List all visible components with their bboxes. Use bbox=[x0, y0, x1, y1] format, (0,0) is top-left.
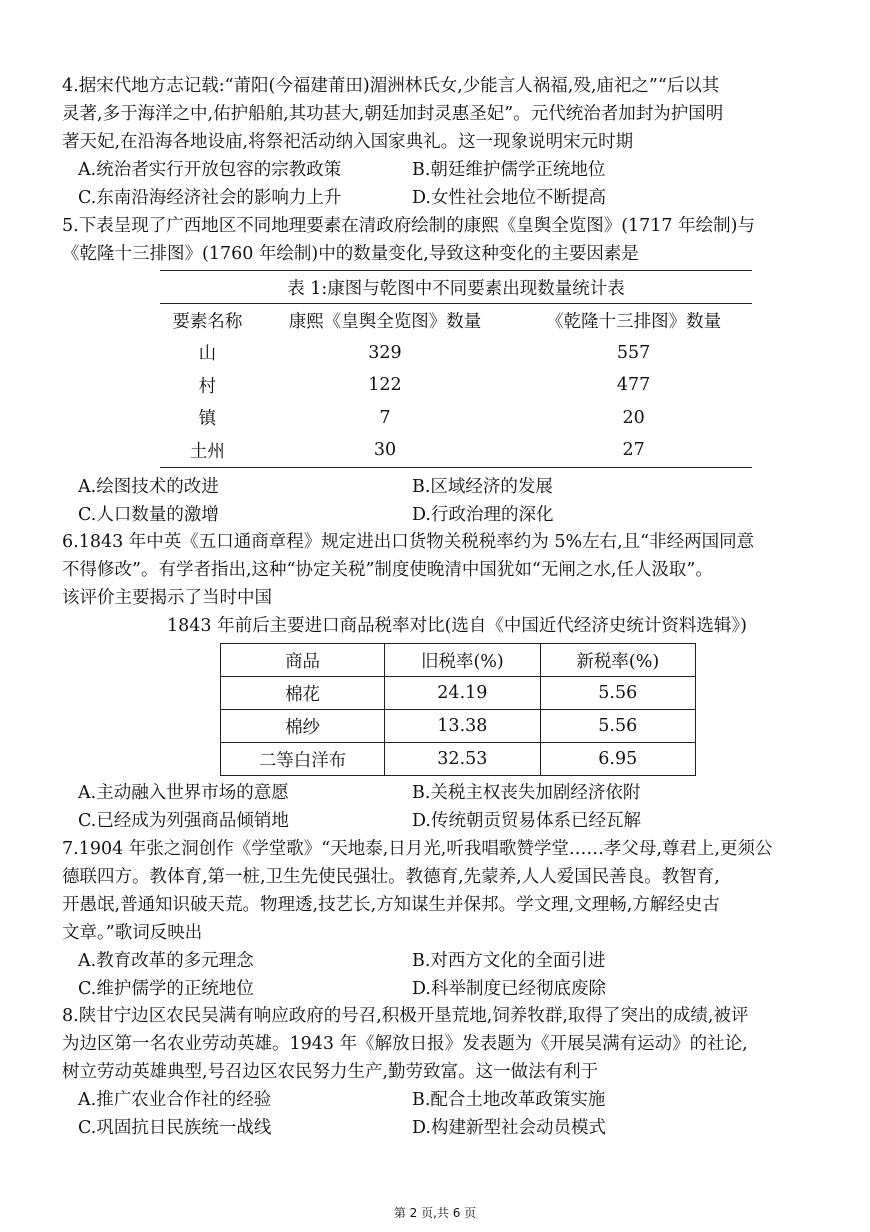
q5-option-d[interactable]: D.行政治理的深化 bbox=[412, 505, 554, 525]
table-cell: 6.95 bbox=[540, 743, 695, 776]
q6-stem-line: 不得修改”。有学者指出,这种“协定关税”制度使晚清中国犹如“无闸之水,任人汲取”。 bbox=[62, 560, 713, 580]
question-4 bbox=[62, 72, 852, 212]
q8-stem-line: 为边区第一名农业劳动英雄。1943 年《解放日报》发表题为《开展吴满有运动》的社论, bbox=[62, 1034, 748, 1054]
table-row bbox=[160, 434, 752, 467]
question-5 bbox=[62, 212, 852, 268]
page-number-footer: 第 2 页,共 6 页 bbox=[393, 1206, 477, 1220]
q7-option-d[interactable]: D.科举制度已经彻底废除 bbox=[412, 979, 606, 999]
q6-table-header: 旧税率(%) bbox=[385, 644, 540, 677]
q7-options-row bbox=[62, 947, 852, 975]
q5-table-header: 康熙《皇舆全览图》数量 bbox=[288, 311, 482, 332]
q6-stem-line: 6.1843 年中英《五口通商章程》规定进出口货物关税税率约为 5%左右,且“非经两国同意 bbox=[62, 532, 755, 552]
q7-stem-line: 7.1904 年张之洞创作《学堂歌》“天地泰,日月光,听我唱歌赞学堂……孝父母,尊君上,更须公 bbox=[62, 839, 773, 859]
table-row bbox=[160, 402, 752, 435]
table-cell: 30 bbox=[255, 434, 515, 467]
table-header-row bbox=[221, 644, 696, 677]
q4-options-row bbox=[62, 156, 852, 184]
table-cell: 32.53 bbox=[385, 743, 540, 776]
table-cell: 477 bbox=[616, 375, 651, 396]
q5-option-c[interactable]: C.人口数量的激增 bbox=[78, 505, 219, 525]
q4-option-c[interactable]: C.东南沿海经济社会的影响力上升 bbox=[78, 188, 342, 208]
table-cell: 13.38 bbox=[385, 710, 540, 743]
table-row bbox=[160, 369, 752, 402]
table-cell: 20 bbox=[622, 407, 645, 428]
q4-option-a[interactable]: A.统治者实行开放包容的宗教政策 bbox=[78, 160, 342, 180]
q4-options-row bbox=[62, 184, 852, 212]
q4-option-b[interactable]: B.朝廷维护儒学正统地位 bbox=[412, 160, 606, 180]
table-row bbox=[221, 677, 696, 710]
q6-option-a[interactable]: A.主动融入世界市场的意愿 bbox=[78, 783, 289, 803]
q5-table-header: 要素名称 bbox=[172, 311, 243, 332]
table-row bbox=[221, 710, 696, 743]
table-cell: 7 bbox=[379, 407, 391, 428]
q6-table-caption: 1843 年前后主要进口商品税率对比(选自《中国近代经济史统计资料选辑》) bbox=[166, 616, 747, 636]
table-cell: 557 bbox=[616, 342, 651, 363]
q7-option-b[interactable]: B.对西方文化的全面引进 bbox=[412, 951, 606, 971]
q7-option-c[interactable]: C.维护儒学的正统地位 bbox=[78, 979, 254, 999]
table-row bbox=[221, 743, 696, 776]
q4-stem-line: 著天妃,在沿海各地设庙,将祭祀活动纳入国家典礼。这一现象说明宋元时期 bbox=[62, 132, 634, 152]
q5-table-caption: 表 1:康图与乾图中不同要素出现数量统计表 bbox=[160, 271, 752, 304]
q5-option-b[interactable]: B.区域经济的发展 bbox=[412, 477, 553, 497]
table-cell: 27 bbox=[515, 434, 752, 467]
table-cell: 二等白洋布 bbox=[221, 743, 385, 776]
q6-options-row bbox=[62, 807, 852, 835]
q4-stem-line: 4.据宋代地方志记载:“莆阳(今福建莆田)湄洲林氏女,少能言人祸福,殁,庙祀之”“后以其 bbox=[62, 76, 720, 96]
table-cell: 122 bbox=[368, 375, 402, 396]
q8-stem-line: 8.陕甘宁边区农民吴满有响应政府的号召,积极开垦荒地,饲养牧群,取得了突出的成绩,被评 bbox=[62, 1006, 749, 1026]
table-cell: 24.19 bbox=[385, 677, 540, 710]
q6-option-b[interactable]: B.关税主权丧失加剧经济依附 bbox=[412, 783, 641, 803]
q7-stem-line: 文章。”歌词反映出 bbox=[62, 923, 203, 943]
q4-stem-line: 灵著,多于海洋之中,佑护船舶,其功甚大,朝廷加封灵惠圣妃”。元代统治者加封为护国明 bbox=[62, 104, 724, 124]
q7-option-a[interactable]: A.教育改革的多元理念 bbox=[78, 951, 254, 971]
q8-options-row bbox=[62, 1114, 852, 1142]
q5-stem-line: 《乾隆十三排图》(1760 年绘制)中的数量变化,导致这种变化的主要因素是 bbox=[62, 244, 639, 264]
q5-option-a[interactable]: A.绘图技术的改进 bbox=[78, 477, 219, 497]
q8-option-b[interactable]: B.配合土地改革政策实施 bbox=[412, 1090, 606, 1110]
question-7 bbox=[62, 835, 852, 1003]
table-row bbox=[160, 337, 752, 370]
question-6-options bbox=[62, 779, 852, 835]
q7-options-row bbox=[62, 975, 852, 1003]
q8-options-row bbox=[62, 1086, 852, 1114]
q8-option-d[interactable]: D.构建新型社会动员模式 bbox=[412, 1118, 606, 1138]
q8-option-a[interactable]: A.推广农业合作社的经验 bbox=[78, 1090, 272, 1110]
table-cell: 村 bbox=[198, 376, 217, 397]
q8-option-c[interactable]: C.巩固抗日民族统一战线 bbox=[78, 1118, 272, 1138]
q5-options-row bbox=[62, 473, 852, 501]
table-cell: 棉花 bbox=[221, 677, 385, 710]
q6-stem-line: 该评价主要揭示了当时中国 bbox=[62, 588, 272, 608]
question-6 bbox=[62, 528, 852, 612]
table-cell: 镇 bbox=[198, 409, 217, 430]
q6-table bbox=[220, 643, 696, 776]
q6-options-row bbox=[62, 779, 852, 807]
table-cell: 山 bbox=[198, 344, 217, 365]
q6-table-header: 新税率(%) bbox=[540, 644, 695, 677]
question-8 bbox=[62, 1002, 852, 1142]
q5-stem-line: 5.下表呈现了广西地区不同地理要素在清政府绘制的康熙《皇舆全览图》(1717 年绘制)与 bbox=[62, 216, 755, 236]
q6-option-d[interactable]: D.传统朝贡贸易体系已经瓦解 bbox=[412, 811, 641, 831]
table-cell: 329 bbox=[368, 342, 402, 363]
table-cell: 5.56 bbox=[540, 677, 695, 710]
table-cell: 土州 bbox=[160, 434, 255, 467]
q4-option-d[interactable]: D.女性社会地位不断提高 bbox=[412, 188, 606, 208]
q6-option-c[interactable]: C.已经成为列强商品倾销地 bbox=[78, 811, 289, 831]
q8-stem-line: 树立劳动英雄典型,号召边区农民努力生产,勤劳致富。这一做法有利于 bbox=[62, 1062, 599, 1082]
question-5-options bbox=[62, 473, 852, 529]
q7-stem-line: 德联四方。教体育,第一桩,卫生先使民强壮。教德育,先蒙养,人人爱国民善良。教智育, bbox=[62, 867, 720, 887]
q7-stem-line: 开愚氓,普通知识破天荒。物理透,技艺长,方知谋生并保邦。学文理,文理畅,方解经史古 bbox=[62, 895, 720, 915]
table-cell: 5.56 bbox=[540, 710, 695, 743]
q5-table-header: 《乾隆十三排图》数量 bbox=[546, 311, 722, 332]
q6-table-header: 商品 bbox=[221, 644, 385, 677]
table-cell: 棉纱 bbox=[221, 710, 385, 743]
q5-options-row bbox=[62, 501, 852, 529]
q5-table bbox=[160, 270, 752, 468]
